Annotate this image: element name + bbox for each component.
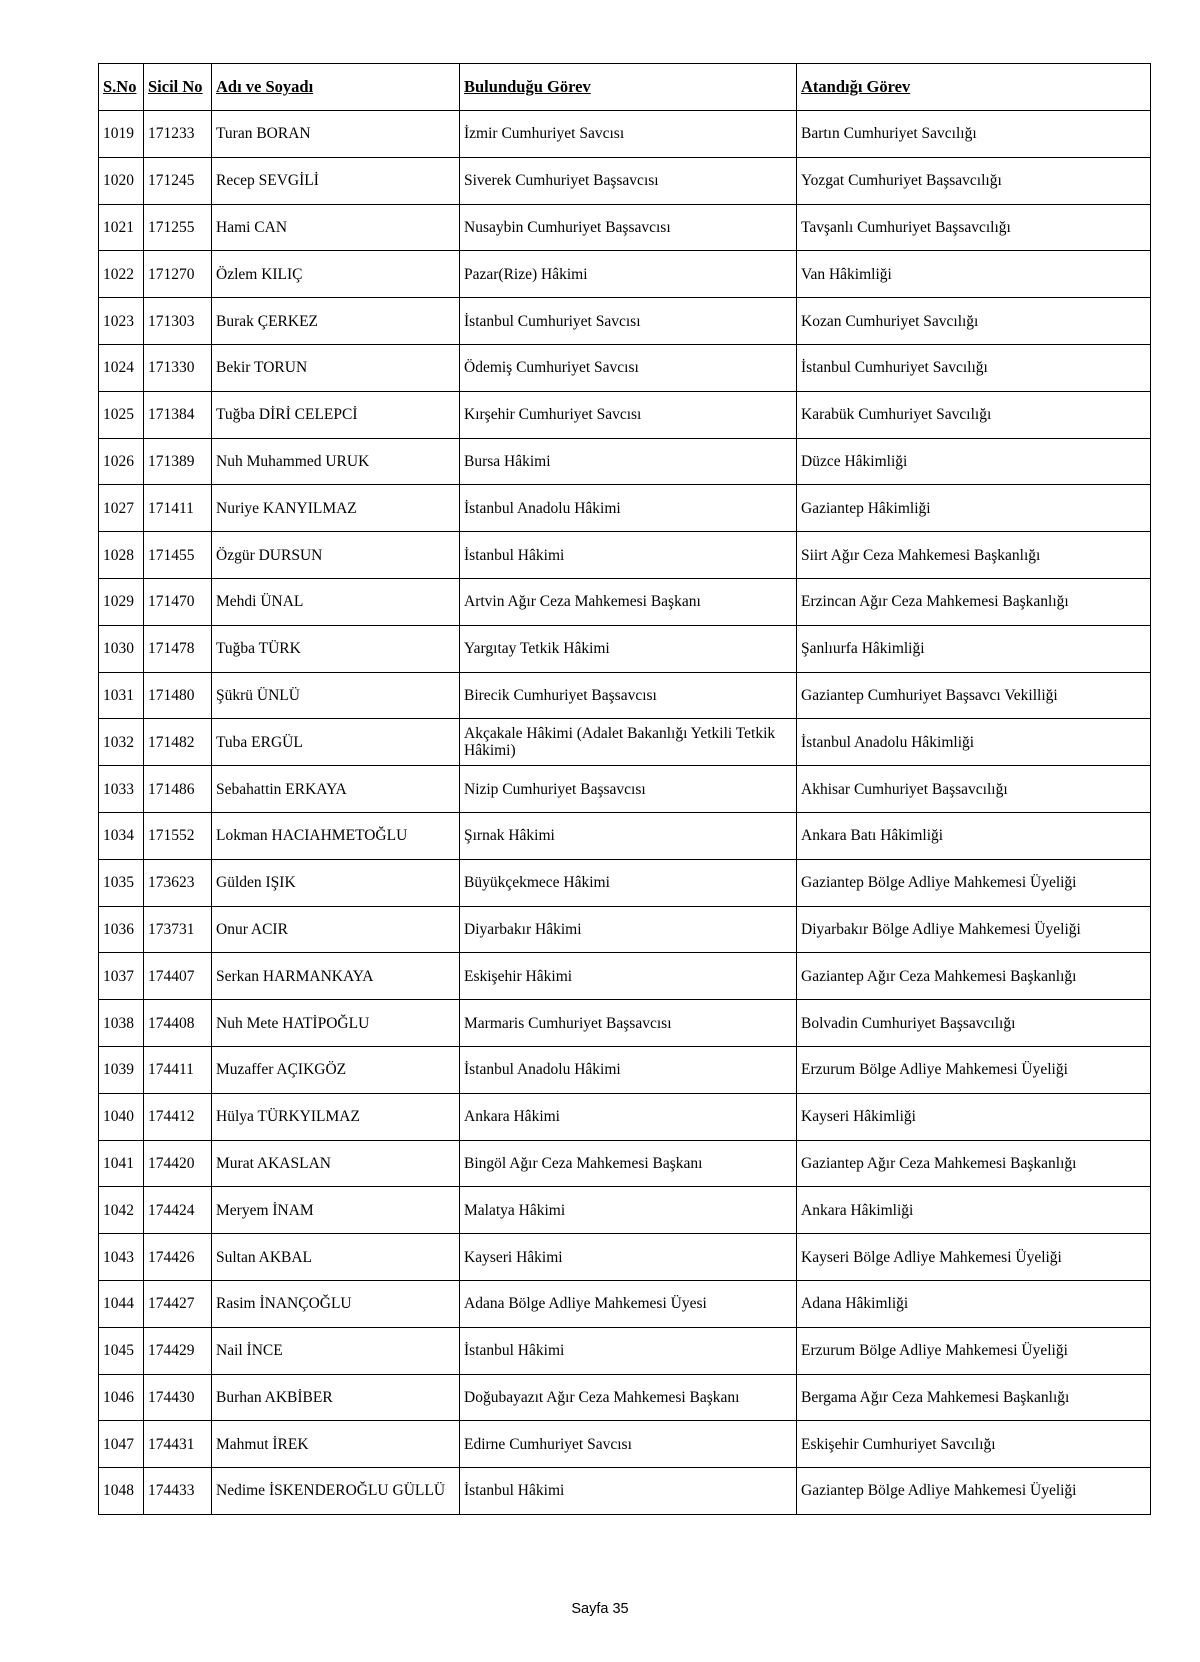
cell-sno: 1020 [99,157,144,204]
cell-current-position: Artvin Ağır Ceza Mahkemesi Başkanı [460,578,797,625]
cell-sno: 1045 [99,1327,144,1374]
cell-current-position: Pazar(Rize) Hâkimi [460,251,797,298]
cell-sno: 1026 [99,438,144,485]
cell-sno: 1040 [99,1093,144,1140]
cell-sno: 1046 [99,1374,144,1421]
cell-sno: 1027 [99,485,144,532]
cell-sno: 1036 [99,906,144,953]
table-row [99,1046,1151,1093]
cell-sicil-no: 171482 [144,719,212,766]
cell-name: Mahmut İREK [212,1421,460,1468]
assignment-table [98,63,1151,1515]
cell-assigned-position: Yozgat Cumhuriyet Başsavcılığı [797,157,1151,204]
cell-current-position: Kayseri Hâkimi [460,1234,797,1281]
cell-name: Sultan AKBAL [212,1234,460,1281]
table-row [99,204,1151,251]
cell-sicil-no: 171330 [144,344,212,391]
cell-assigned-position: Kayseri Bölge Adliye Mahkemesi Üyeliği [797,1234,1151,1281]
cell-assigned-position: Düzce Hâkimliği [797,438,1151,485]
cell-assigned-position: Siirt Ağır Ceza Mahkemesi Başkanlığı [797,532,1151,579]
cell-sno: 1029 [99,578,144,625]
table-row [99,1000,1151,1047]
cell-current-position: Nizip Cumhuriyet Başsavcısı [460,766,797,813]
table-header-row [99,64,1151,111]
cell-name: Meryem İNAM [212,1187,460,1234]
cell-name: Özgür DURSUN [212,532,460,579]
table-row [99,1421,1151,1468]
table-row [99,1234,1151,1281]
cell-current-position: Yargıtay Tetkik Hâkimi [460,625,797,672]
cell-current-position: İstanbul Cumhuriyet Savcısı [460,298,797,345]
header-current-position: Bulunduğu Görev [460,64,797,111]
table-row [99,672,1151,719]
table-row [99,953,1151,1000]
table-row [99,251,1151,298]
cell-name: Gülden IŞIK [212,859,460,906]
table-row [99,719,1151,766]
cell-name: Muzaffer AÇIKGÖZ [212,1046,460,1093]
cell-current-position: Kırşehir Cumhuriyet Savcısı [460,391,797,438]
cell-sicil-no: 174424 [144,1187,212,1234]
cell-sno: 1035 [99,859,144,906]
header-sicil-no: Sicil No [144,64,212,111]
cell-assigned-position: Gaziantep Cumhuriyet Başsavcı Vekilliği [797,672,1151,719]
cell-assigned-position: Bartın Cumhuriyet Savcılığı [797,111,1151,158]
cell-assigned-position: Ankara Hâkimliği [797,1187,1151,1234]
cell-name: Mehdi ÜNAL [212,578,460,625]
table-row [99,298,1151,345]
cell-sicil-no: 171480 [144,672,212,719]
cell-sno: 1042 [99,1187,144,1234]
cell-sno: 1039 [99,1046,144,1093]
cell-current-position: Büyükçekmece Hâkimi [460,859,797,906]
cell-current-position: İzmir Cumhuriyet Savcısı [460,111,797,158]
cell-sno: 1025 [99,391,144,438]
cell-name: Turan BORAN [212,111,460,158]
cell-name: Bekir TORUN [212,344,460,391]
cell-current-position: Malatya Hâkimi [460,1187,797,1234]
table-row [99,157,1151,204]
cell-sno: 1023 [99,298,144,345]
cell-name: Nuriye KANYILMAZ [212,485,460,532]
cell-current-position: Edirne Cumhuriyet Savcısı [460,1421,797,1468]
cell-name: Özlem KILIÇ [212,251,460,298]
table-row [99,1280,1151,1327]
cell-current-position: Siverek Cumhuriyet Başsavcısı [460,157,797,204]
cell-sno: 1048 [99,1468,144,1515]
cell-sicil-no: 171552 [144,812,212,859]
table-row [99,1187,1151,1234]
cell-name: Nuh Mete HATİPOĞLU [212,1000,460,1047]
cell-sicil-no: 174431 [144,1421,212,1468]
cell-assigned-position: Tavşanlı Cumhuriyet Başsavcılığı [797,204,1151,251]
cell-sno: 1047 [99,1421,144,1468]
table-row [99,812,1151,859]
cell-name: Rasim İNANÇOĞLU [212,1280,460,1327]
cell-assigned-position: Erzurum Bölge Adliye Mahkemesi Üyeliği [797,1046,1151,1093]
table-row [99,906,1151,953]
cell-current-position: İstanbul Hâkimi [460,1468,797,1515]
table-row [99,625,1151,672]
cell-sno: 1028 [99,532,144,579]
table-row [99,1093,1151,1140]
cell-sicil-no: 171255 [144,204,212,251]
cell-current-position: Adana Bölge Adliye Mahkemesi Üyesi [460,1280,797,1327]
table-row [99,438,1151,485]
cell-assigned-position: Bolvadin Cumhuriyet Başsavcılığı [797,1000,1151,1047]
cell-name: Hami CAN [212,204,460,251]
cell-sicil-no: 171486 [144,766,212,813]
cell-sicil-no: 174412 [144,1093,212,1140]
cell-sno: 1022 [99,251,144,298]
cell-sno: 1024 [99,344,144,391]
cell-name: Tuğba DİRİ CELEPCİ [212,391,460,438]
cell-assigned-position: Gaziantep Ağır Ceza Mahkemesi Başkanlığı [797,953,1151,1000]
cell-assigned-position: Akhisar Cumhuriyet Başsavcılığı [797,766,1151,813]
cell-current-position: Bursa Hâkimi [460,438,797,485]
cell-assigned-position: İstanbul Cumhuriyet Savcılığı [797,344,1151,391]
cell-sicil-no: 174420 [144,1140,212,1187]
table-body [99,111,1151,1515]
cell-sicil-no: 171411 [144,485,212,532]
table-row [99,766,1151,813]
header-name: Adı ve Soyadı [212,64,460,111]
cell-name: Tuğba TÜRK [212,625,460,672]
cell-sno: 1033 [99,766,144,813]
cell-sicil-no: 174407 [144,953,212,1000]
table-row [99,859,1151,906]
table-row [99,391,1151,438]
cell-current-position: Birecik Cumhuriyet Başsavcısı [460,672,797,719]
header-assigned-position: Atandığı Görev [797,64,1151,111]
cell-sicil-no: 173623 [144,859,212,906]
cell-current-position: Eskişehir Hâkimi [460,953,797,1000]
table-row [99,485,1151,532]
cell-sicil-no: 174408 [144,1000,212,1047]
cell-assigned-position: Diyarbakır Bölge Adliye Mahkemesi Üyeliği [797,906,1151,953]
cell-name: Onur ACIR [212,906,460,953]
table-row [99,1374,1151,1421]
cell-sno: 1030 [99,625,144,672]
cell-current-position: Bingöl Ağır Ceza Mahkemesi Başkanı [460,1140,797,1187]
table-row [99,1468,1151,1515]
cell-sno: 1032 [99,719,144,766]
cell-name: Şükrü ÜNLÜ [212,672,460,719]
cell-sno: 1041 [99,1140,144,1187]
cell-current-position: Doğubayazıt Ağır Ceza Mahkemesi Başkanı [460,1374,797,1421]
cell-name: Nail İNCE [212,1327,460,1374]
cell-sicil-no: 174411 [144,1046,212,1093]
cell-sicil-no: 174426 [144,1234,212,1281]
cell-current-position: Ödemiş Cumhuriyet Savcısı [460,344,797,391]
cell-assigned-position: Şanlıurfa Hâkimliği [797,625,1151,672]
cell-current-position: Akçakale Hâkimi (Adalet Bakanlığı Yetkili Tetkik Hâkimi) [460,719,797,766]
cell-name: Murat AKASLAN [212,1140,460,1187]
cell-assigned-position: Gaziantep Bölge Adliye Mahkemesi Üyeliği [797,1468,1151,1515]
cell-sicil-no: 171389 [144,438,212,485]
cell-assigned-position: Kozan Cumhuriyet Savcılığı [797,298,1151,345]
table-row [99,111,1151,158]
cell-sicil-no: 174433 [144,1468,212,1515]
cell-sicil-no: 171245 [144,157,212,204]
cell-sicil-no: 173731 [144,906,212,953]
table-row [99,1140,1151,1187]
cell-sicil-no: 171233 [144,111,212,158]
cell-assigned-position: Van Hâkimliği [797,251,1151,298]
cell-assigned-position: Karabük Cumhuriyet Savcılığı [797,391,1151,438]
cell-sicil-no: 174429 [144,1327,212,1374]
table-row [99,578,1151,625]
cell-sno: 1038 [99,1000,144,1047]
cell-assigned-position: Eskişehir Cumhuriyet Savcılığı [797,1421,1151,1468]
cell-sno: 1019 [99,111,144,158]
cell-name: Burak ÇERKEZ [212,298,460,345]
cell-name: Burhan AKBİBER [212,1374,460,1421]
table-row [99,1327,1151,1374]
cell-assigned-position: Ankara Batı Hâkimliği [797,812,1151,859]
cell-sno: 1021 [99,204,144,251]
cell-assigned-position: Erzincan Ağır Ceza Mahkemesi Başkanlığı [797,578,1151,625]
cell-sno: 1037 [99,953,144,1000]
cell-current-position: Marmaris Cumhuriyet Başsavcısı [460,1000,797,1047]
cell-name: Sebahattin ERKAYA [212,766,460,813]
table-row [99,532,1151,579]
cell-name: Nedime İSKENDEROĞLU GÜLLÜ [212,1468,460,1515]
cell-current-position: İstanbul Anadolu Hâkimi [460,485,797,532]
cell-name: Recep SEVGİLİ [212,157,460,204]
cell-name: Lokman HACIAHMETOĞLU [212,812,460,859]
cell-name: Hülya TÜRKYILMAZ [212,1093,460,1140]
cell-current-position: Ankara Hâkimi [460,1093,797,1140]
cell-assigned-position: Adana Hâkimliği [797,1280,1151,1327]
cell-name: Nuh Muhammed URUK [212,438,460,485]
cell-current-position: Nusaybin Cumhuriyet Başsavcısı [460,204,797,251]
cell-current-position: Diyarbakır Hâkimi [460,906,797,953]
cell-sicil-no: 171384 [144,391,212,438]
cell-sicil-no: 171455 [144,532,212,579]
cell-sicil-no: 174427 [144,1280,212,1327]
cell-current-position: İstanbul Hâkimi [460,1327,797,1374]
cell-sicil-no: 174430 [144,1374,212,1421]
cell-assigned-position: Kayseri Hâkimliği [797,1093,1151,1140]
page-number: Sayfa 35 [571,1601,629,1617]
cell-name: Tuba ERGÜL [212,719,460,766]
cell-sno: 1031 [99,672,144,719]
cell-sicil-no: 171470 [144,578,212,625]
cell-assigned-position: Gaziantep Bölge Adliye Mahkemesi Üyeliği [797,859,1151,906]
header-sno: S.No [99,64,144,111]
cell-current-position: İstanbul Hâkimi [460,532,797,579]
cell-assigned-position: İstanbul Anadolu Hâkimliği [797,719,1151,766]
cell-assigned-position: Gaziantep Ağır Ceza Mahkemesi Başkanlığı [797,1140,1151,1187]
cell-assigned-position: Erzurum Bölge Adliye Mahkemesi Üyeliği [797,1327,1151,1374]
cell-current-position: İstanbul Anadolu Hâkimi [460,1046,797,1093]
cell-name: Serkan HARMANKAYA [212,953,460,1000]
cell-sno: 1043 [99,1234,144,1281]
cell-assigned-position: Bergama Ağır Ceza Mahkemesi Başkanlığı [797,1374,1151,1421]
cell-sno: 1034 [99,812,144,859]
cell-current-position: Şırnak Hâkimi [460,812,797,859]
cell-assigned-position: Gaziantep Hâkimliği [797,485,1151,532]
cell-sicil-no: 171303 [144,298,212,345]
table-row [99,344,1151,391]
cell-sno: 1044 [99,1280,144,1327]
cell-sicil-no: 171478 [144,625,212,672]
cell-sicil-no: 171270 [144,251,212,298]
